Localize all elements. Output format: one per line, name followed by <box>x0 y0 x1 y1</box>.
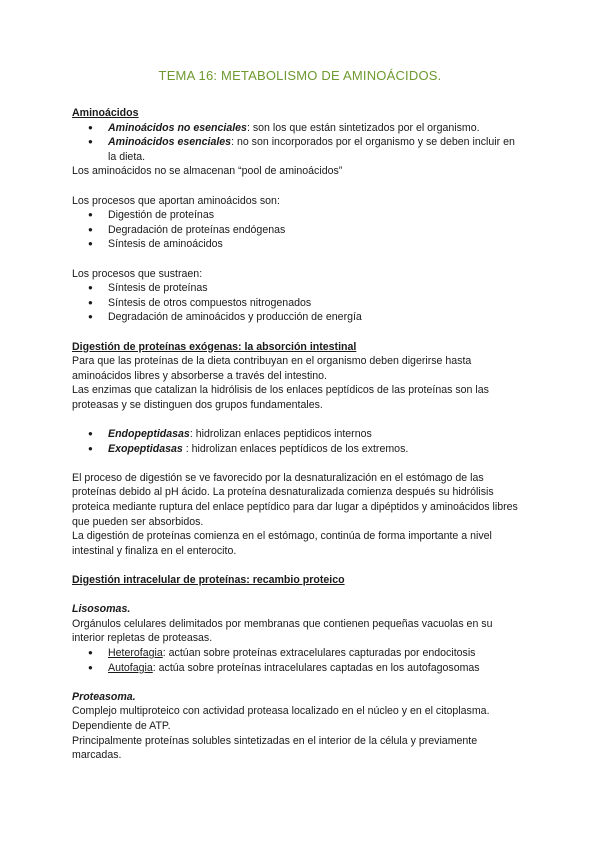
list-term: Exopeptidasas <box>108 442 183 455</box>
list-text: : hidrolizan enlaces peptidicos internos <box>189 428 372 441</box>
section-heading-digestion-intracelular: Digestión intracelular de proteínas: recambio proteico <box>72 574 345 586</box>
list-item <box>72 135 524 164</box>
list-item: ● Degradación de proteínas endógenas <box>72 223 524 238</box>
paragraph: Las enzimas que catalizan la hidrólisis de los enlaces peptídicos de las proteínas son las proteasas y se distinguen dos grupos fundamentales. <box>72 384 489 411</box>
list-term: Aminoácidos esenciales <box>108 136 232 149</box>
aport-list <box>72 208 524 252</box>
list-item <box>72 646 524 661</box>
section-heading-digestion-exogena: Digestión de proteínas exógenas: la absorción intestinal <box>72 340 357 353</box>
list-item: ● Síntesis de proteínas <box>72 281 524 296</box>
paragraph: Principalmente proteínas solubles sintetizadas en el interior de la célula y previamente marcadas. <box>72 734 478 762</box>
paragraph: La digestión de proteínas comienza en el estómago, continúa de forma importante a nivel intestinal y finaliza en el enterocito. <box>72 530 492 557</box>
peptidases-list <box>72 427 524 456</box>
paragraph: Los procesos que sustraen: <box>72 267 203 280</box>
page-title: TEMA 16: METABOLISMO DE AMINOÁCIDOS. <box>158 68 442 83</box>
paragraph: Orgánulos celulares delimitados por membranas que contienen pequeñas vacuolas en su interior repletas de proteasas. <box>72 617 493 645</box>
paragraph: Dependiente de ATP. <box>72 719 171 732</box>
list-item <box>72 442 524 457</box>
list-item <box>72 427 524 442</box>
list-item <box>72 661 524 676</box>
list-text: : son los que están sintetizados por el organismo. <box>246 121 480 134</box>
list-term: Aminoácidos no esenciales <box>108 121 247 134</box>
paragraph: Complejo multiproteico con actividad proteasa localizado en el núcleo y en el citoplasma. <box>72 705 490 718</box>
list-item: ● Síntesis de aminoácidos <box>72 237 524 252</box>
list-item <box>72 121 524 136</box>
list-text: : hidrolizan enlaces peptídicos de los extremos. <box>182 442 409 455</box>
section-heading-aminoacidos: Aminoácidos <box>72 107 139 119</box>
sust-list <box>72 281 524 325</box>
subheading-lisosomas: Lisosomas. <box>72 603 131 616</box>
aminoacid-types-list <box>72 121 524 165</box>
document-body <box>72 106 524 763</box>
list-text: : actúa sobre proteínas intracelulares captadas en los autofagosomas <box>152 661 480 674</box>
list-item: ● Degradación de aminoácidos y producción de energía <box>72 310 524 325</box>
list-item: ● Digestión de proteínas <box>72 208 524 223</box>
list-term: Heterofagia <box>108 646 163 659</box>
paragraph: El proceso de digestión se ve favorecido por la desnaturalización en el estómago de las proteínas debido al pH ácido. La proteína desnaturalizada comienza después su hidrólisis proteica mediante ruptura del enlace peptídico para dar lugar a dipéptidos y aminoácidos libres que pueden ser absorbidos. <box>72 471 518 528</box>
lisosomas-list <box>72 646 524 675</box>
paragraph: Los procesos que aportan aminoácidos son: <box>72 194 280 207</box>
paragraph: Para que las proteínas de la dieta contribuyan en el organismo deben digerirse hasta aminoácidos libres y absorberse a través del intestino. <box>72 355 472 382</box>
list-term: Endopeptidasas <box>108 428 190 441</box>
paragraph: Los aminoácidos no se almacenan “pool de aminoácidos” <box>72 165 343 178</box>
list-text: : no son incorporados por el organismo y se deben incluir en la dieta. <box>108 136 515 163</box>
list-text: : actúan sobre proteínas extracelulares capturadas por endocitosis <box>162 646 476 659</box>
list-item: ● Síntesis de otros compuestos nitrogenados <box>72 296 524 311</box>
list-term: Autofagia <box>108 661 153 674</box>
subheading-proteasoma: Proteasoma. <box>72 690 136 703</box>
